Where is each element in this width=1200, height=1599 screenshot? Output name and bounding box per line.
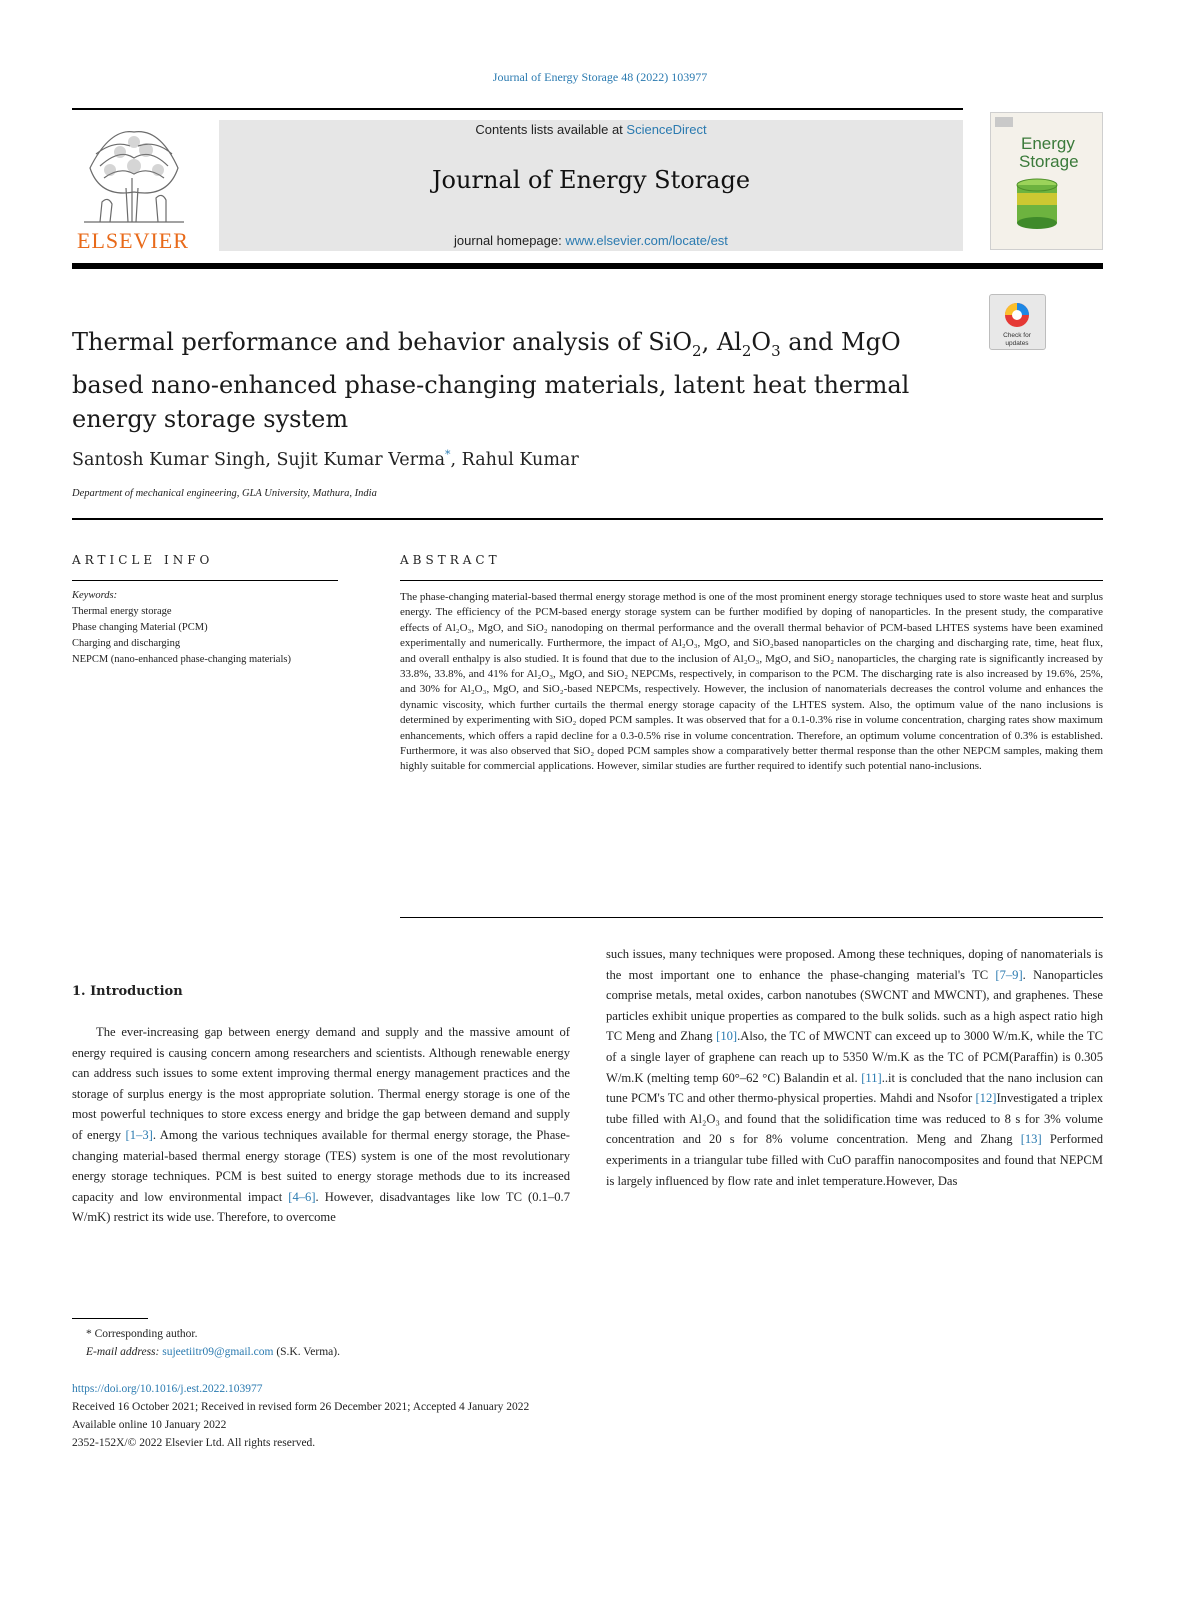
homepage-prefix: journal homepage: xyxy=(454,233,566,248)
citation-link[interactable]: [12] xyxy=(975,1091,997,1106)
email-note: E-mail address: sujeetiitr09@gmail.com (S.K. Verma). xyxy=(86,1346,340,1358)
introduction-left-column: The ever-increasing gap between energy demand and supply and the massive amount of energy required is causing concern among researchers and scientists. Although renewable energy can address such issues to some extent improving thermal energy management practices and the storage of surplus energy is the most appropriate solution. Thermal energy storage is one of the most powerful techniques to store excess energy and bridge the gap between demand and supply of energy [1–3]. Among the various techniques available for thermal energy storage, the Phase-changing material-based thermal energy storage (TES) system is one of the most revolutionary energy storage techniques. PCM is best suited to energy storage methods due to its increased capacity and low environmental impact [4–6]. However, disadvantages like low TC (0.1–0.7 W/mK) restrict its wide use. Therefore, to overcome xyxy=(72,1025,570,1225)
svg-text:updates: updates xyxy=(1005,340,1029,347)
keyword-item: Phase changing Material (PCM) xyxy=(72,622,208,633)
homepage-line xyxy=(219,233,963,248)
corresponding-author-note: * Corresponding author. xyxy=(86,1328,198,1340)
corresponding-author-mark[interactable]: * xyxy=(445,448,451,461)
footnote-rule xyxy=(72,1318,148,1319)
sciencedirect-link[interactable]: ScienceDirect xyxy=(626,122,707,137)
citation-link[interactable]: [11] xyxy=(861,1070,882,1085)
keywords-label: Keywords: xyxy=(72,590,118,601)
affiliation-rule xyxy=(72,518,1103,520)
crossmark-check-for-updates[interactable] xyxy=(989,294,1046,350)
received-dates: Received 16 October 2021; Received in revised form 26 December 2021; Accepted 4 January 2022 xyxy=(72,1401,530,1413)
introduction-right-column: such issues, many techniques were proposed. Among these techniques, doping of nanomaterials is the most important one to enhance the phase-changing material's TC [7–9]. Nanoparticles comprise metals, metal oxides, carbon nanotubes (SWCNT and MWCNT), and graphenes. These particles exhibit unique properties as compared to the bulk solids. such as a high aspect ratio high TC Meng and Zhang [10].Also, the TC of MWCNT can exceed up to 3000 W/m.K, while the TC of a single layer of graphene can reach up to 5350 W/m.K as the TC of PCM(Paraffin) is 0.305 W/m.K (melting temp 60°–62 °C) Balandin et al. [11]..it is concluded that the nano inclusion can tune PCM's TC and other thermo-physical properties. Mahdi and Nsofor [12]Investigated a triplex tube filled with Al₂O₃ and found that the solidification time was reduced to 8 s for 3% volume concentration and 20 s for 8% volume concentration. Meng and Zhang [13] Performed experiments in a triangular tube filled with CuO paraffin nanocomposites and found that NEPCM is largely influenced by flow rate and inlet temperature.However, Das xyxy=(606,947,1104,1188)
introduction-heading: 1. Introduction xyxy=(72,984,183,999)
footnotes xyxy=(72,1325,340,1361)
contents-prefix: Contents lists available at xyxy=(475,122,627,137)
citation-link[interactable]: [4–6] xyxy=(288,1189,316,1204)
journal-reference-link[interactable]: Journal of Energy Storage 48 (2022) 103977 xyxy=(492,70,708,84)
doi-link[interactable]: https://doi.org/10.1016/j.est.2022.103977 xyxy=(72,1383,263,1395)
article-info-heading: ARTICLE INFO xyxy=(72,553,214,567)
journal-cover-thumbnail xyxy=(990,112,1103,250)
citation-link[interactable]: [10] xyxy=(716,1029,738,1044)
top-rule xyxy=(72,108,963,110)
keyword-item: Charging and discharging xyxy=(72,638,181,649)
author-list: Santosh Kumar Singh, Sujit Kumar Verma*, Rahul Kumar xyxy=(72,448,579,470)
abstract-rule xyxy=(400,580,1103,581)
contents-line xyxy=(219,122,963,137)
affiliation: Department of mechanical engineering, GLA University, Mathura, India xyxy=(72,488,377,499)
cover-title-1: Energy xyxy=(1021,134,1075,153)
citation-link[interactable]: [7–9] xyxy=(995,967,1023,982)
elsevier-wordmark: ELSEVIER xyxy=(77,228,189,253)
header-bottom-rule xyxy=(72,263,1103,269)
cover-title-2: Storage xyxy=(1019,152,1079,171)
article-title: Thermal performance and behavior analysis of SiO$_2$, $Al_2O_3$ and MgO based nano-enhanced phase-changing materials, latent heat thermal energy storage system xyxy=(72,328,910,433)
citation-link[interactable]: [1–3] xyxy=(125,1127,153,1142)
author-email-link[interactable]: sujeetiitr09@gmail.com xyxy=(162,1346,274,1358)
citation-link[interactable]: [13] xyxy=(1020,1132,1042,1147)
svg-text:Check for: Check for xyxy=(1003,332,1031,339)
journal-name: Journal of Energy Storage xyxy=(431,166,751,194)
abstract-heading: ABSTRACT xyxy=(400,553,501,567)
cover-art xyxy=(991,113,1102,249)
keyword-item: Thermal energy storage xyxy=(72,606,172,617)
abstract-bottom-rule xyxy=(400,917,1103,918)
article-info-rule xyxy=(72,580,338,581)
journal-homepage-link[interactable]: www.elsevier.com/locate/est xyxy=(565,233,728,248)
crossmark-icon xyxy=(990,295,1045,349)
abstract-text: The phase-changing material-based thermal energy storage method is one of the most prominent energy storage techniques used to store waste heat and surplus energy. The efficiency of the PCM-based energy storage system can be further modified by doping of nanoparticles. In the present study, the comparative effects of Al₂O₃, MgO, and SiO₂ nanodoping on thermal performance and the overall thermal behavior of PCM-based LHTES systems have been examined experimentally and numerically. Furthermore, the impact of Al₂O₃, MgO, and SiO₂based nanoparticles on the charging and discharging rate, time, heat flux, and overall enthalpy is also studied. It is found that due to the inclusion of Al₂O₃, MgO, and SiO₂ nanoparticles, the charging rate is significantly increased by 33.8%, 33.8%, and 41% for Al₂O₃, MgO, and SiO₂ NEPCMs, respectively, in comparison to the PCM. The discharging rate is also increased by 19.6%, 25%, and 30% for Al₂O₃, MgO, and SiO₂-based NEPCMs, respectively. However, the inclusion of nanomaterials decreases the control volume and enhances the dynamic viscosity, which further curtails the thermal energy storage capacity of the LHTES system. Also, the optimum value of the nano inclusions is determined by experimenting with SiO₂ doped PCM samples. It was observed that for a 0.1-0.3% rise in volume concentration, charging rates show maximum enhancements, which offers a rapid decline for a 0.3-0.5% rise in volume concentration. Therefore, an optimum volume concentration of 0.3% is established. Furthermore, it was also observed that SiO₂ doped PCM samples show a comparatively better thermal response than the other NEPCM samples, making them highly suitable for commercial applications. However, similar studies are further required to identify such potential nano-inclusions. xyxy=(400,591,1103,773)
publication-info xyxy=(72,1380,529,1452)
copyright: 2352-152X/© 2022 Elsevier Ltd. All rights reserved. xyxy=(72,1437,316,1449)
keywords-block xyxy=(72,588,332,668)
keyword-item: NEPCM (nano-enhanced phase-changing materials) xyxy=(72,654,291,665)
available-online: Available online 10 January 2022 xyxy=(72,1419,227,1431)
